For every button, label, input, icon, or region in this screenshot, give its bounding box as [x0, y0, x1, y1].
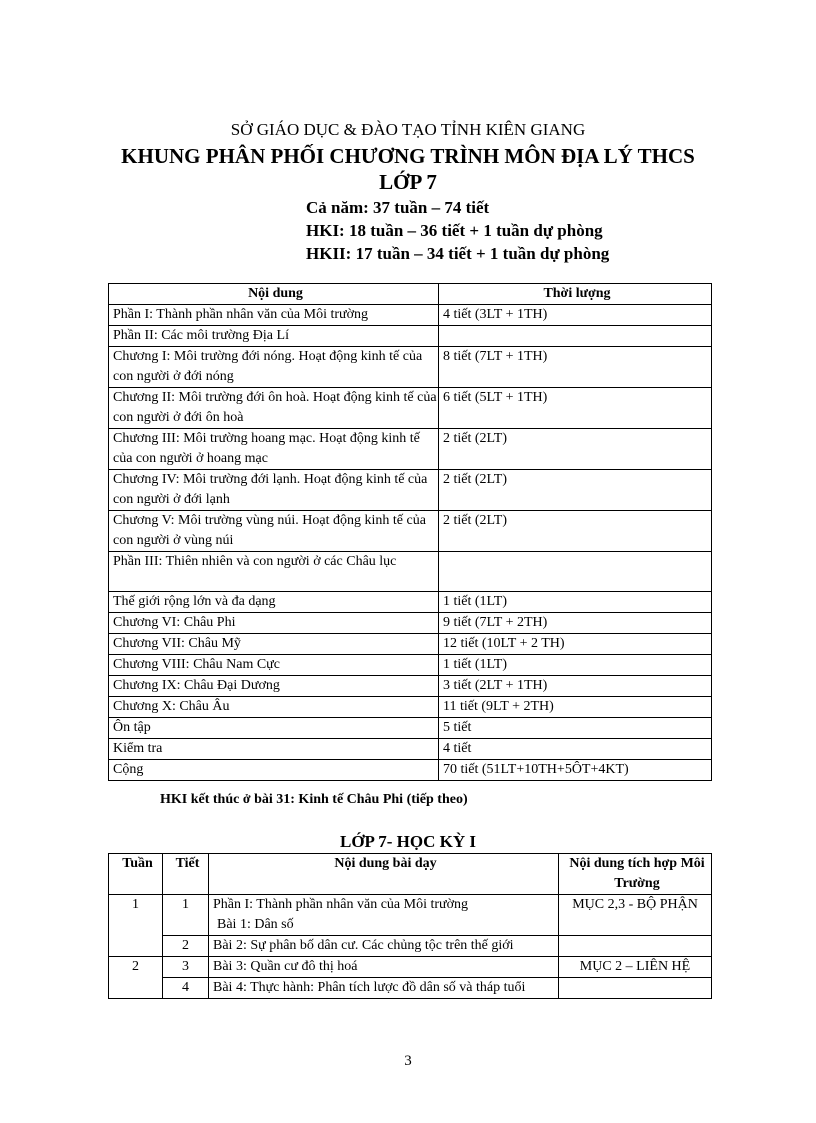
duration-cell: 1 tiết (1LT): [439, 655, 712, 676]
document-title: KHUNG PHÂN PHỐI CHƯƠNG TRÌNH MÔN ĐỊA LÝ THCS: [121, 144, 695, 168]
lesson-cell: Bài 4: Thực hành: Phân tích lược đồ dân số và tháp tuổi: [209, 978, 559, 999]
column-header: Thời lượng: [439, 284, 712, 305]
semester2-summary: HKII: 17 tuần – 34 tiết + 1 tuần dự phòng: [306, 244, 610, 263]
duration-cell: 9 tiết (7LT + 2TH): [439, 613, 712, 634]
content-cell: Chương VII: Châu Mỹ: [109, 634, 439, 655]
table-row: [109, 429, 712, 470]
content-cell: Chương V: Môi trường vùng núi. Hoạt động kinh tế của con người ở vùng núi: [109, 511, 439, 552]
org-name: SỞ GIÁO DỤC & ĐÀO TẠO TỈNH KIÊN GIANG: [230, 120, 586, 139]
table-row: [109, 978, 712, 999]
table-row: [109, 697, 712, 718]
lesson-cell: Bài 3: Quần cư đô thị hoá: [209, 957, 559, 978]
duration-cell: 4 tiết: [439, 739, 712, 760]
content-cell: Phần III: Thiên nhiên và con người ở các Châu lục: [109, 552, 439, 592]
table-row: [109, 676, 712, 697]
table-row: [109, 760, 712, 781]
semester-end-note: HKI kết thúc ở bài 31: Kinh tế Châu Phi (tiếp theo): [160, 792, 468, 807]
table-row: [109, 936, 712, 957]
table-row: [109, 895, 712, 936]
lesson-cell: [209, 895, 559, 936]
content-cell: Kiểm tra: [109, 739, 439, 760]
table-row: [109, 634, 712, 655]
content-cell: Chương IV: Môi trường đới lạnh. Hoạt động kinh tế của con người ở đới lạnh: [109, 470, 439, 511]
period-cell: 2: [163, 936, 209, 957]
duration-cell: 2 tiết (2LT): [439, 470, 712, 511]
table-row: [109, 388, 712, 429]
duration-cell: 12 tiết (10LT + 2 TH): [439, 634, 712, 655]
content-cell: Chương VI: Châu Phi: [109, 613, 439, 634]
content-cell: Thế giới rộng lớn và đa dạng: [109, 592, 439, 613]
semester1-summary: HKI: 18 tuần – 36 tiết + 1 tuần dự phòng: [306, 221, 603, 240]
year-summary: Cả năm: 37 tuần – 74 tiết: [306, 198, 490, 217]
schedule-table: [108, 853, 712, 999]
column-header: Nội dung bài dạy: [209, 854, 559, 895]
content-cell: Chương III: Môi trường hoang mạc. Hoạt động kinh tế của con người ở hoang mạc: [109, 429, 439, 470]
week-cell: 1: [109, 895, 163, 957]
integration-cell: MỤC 2,3 - BỘ PHẬN: [559, 895, 712, 936]
table-row: [109, 470, 712, 511]
table-row: [109, 326, 712, 347]
table-row: [109, 347, 712, 388]
table-header-row: [109, 284, 712, 305]
table-row: [109, 305, 712, 326]
column-header: Tuần: [109, 854, 163, 895]
class-heading: LỚP 7: [379, 170, 437, 194]
content-cell: Chương II: Môi trường đới ôn hoà. Hoạt động kinh tế của con người ở đới ôn hoà: [109, 388, 439, 429]
content-cell: Chương I: Môi trường đới nóng. Hoạt động kinh tế của con người ở đới nóng: [109, 347, 439, 388]
duration-cell: 2 tiết (2LT): [439, 429, 712, 470]
duration-cell: [439, 326, 712, 347]
content-cell: Phần I: Thành phần nhân văn của Môi trường: [109, 305, 439, 326]
week-cell: 2: [109, 957, 163, 999]
integration-cell: [559, 978, 712, 999]
schedule-title: LỚP 7- HỌC KỲ I: [339, 832, 476, 851]
duration-cell: 4 tiết (3LT + 1TH): [439, 305, 712, 326]
duration-cell: 11 tiết (9LT + 2TH): [439, 697, 712, 718]
duration-cell: 5 tiết: [439, 718, 712, 739]
table-row: [109, 613, 712, 634]
period-cell: 4: [163, 978, 209, 999]
duration-cell: 3 tiết (2LT + 1TH): [439, 676, 712, 697]
lesson-cell: Bài 2: Sự phân bố dân cư. Các chủng tộc trên thế giới: [209, 936, 559, 957]
table-row: [109, 739, 712, 760]
curriculum-table: [108, 283, 712, 781]
content-cell: Chương IX: Châu Đại Dương: [109, 676, 439, 697]
content-cell: Chương X: Châu Âu: [109, 697, 439, 718]
table-header-row: [109, 854, 712, 895]
table-row: [109, 592, 712, 613]
duration-cell: 1 tiết (1LT): [439, 592, 712, 613]
table-row: [109, 511, 712, 552]
table-row: [109, 655, 712, 676]
duration-cell: [439, 552, 712, 592]
duration-cell: 70 tiết (51LT+10TH+5ÔT+4KT): [439, 760, 712, 781]
period-cell: 3: [163, 957, 209, 978]
column-header: Nội dung tích hợp Môi Trường: [559, 854, 712, 895]
lesson-line: Phần I: Thành phần nhân văn của Môi trường: [213, 897, 469, 912]
period-cell: 1: [163, 895, 209, 936]
duration-cell: 6 tiết (5LT + 1TH): [439, 388, 712, 429]
integration-cell: [559, 936, 712, 957]
content-cell: Phần II: Các môi trường Địa Lí: [109, 326, 439, 347]
column-header: Tiết: [163, 854, 209, 895]
lesson-line: Bài 1: Dân số: [217, 917, 294, 932]
table-row: [109, 957, 712, 978]
content-cell: Cộng: [109, 760, 439, 781]
content-cell: Chương VIII: Châu Nam Cực: [109, 655, 439, 676]
content-cell: Ôn tập: [109, 718, 439, 739]
column-header: Nội dung: [109, 284, 439, 305]
table-row: [109, 552, 712, 592]
duration-cell: 8 tiết (7LT + 1TH): [439, 347, 712, 388]
duration-cell: 2 tiết (2LT): [439, 511, 712, 552]
integration-cell: MỤC 2 – LIÊN HỆ: [559, 957, 712, 978]
page-number: 3: [404, 1053, 412, 1069]
table-row: [109, 718, 712, 739]
